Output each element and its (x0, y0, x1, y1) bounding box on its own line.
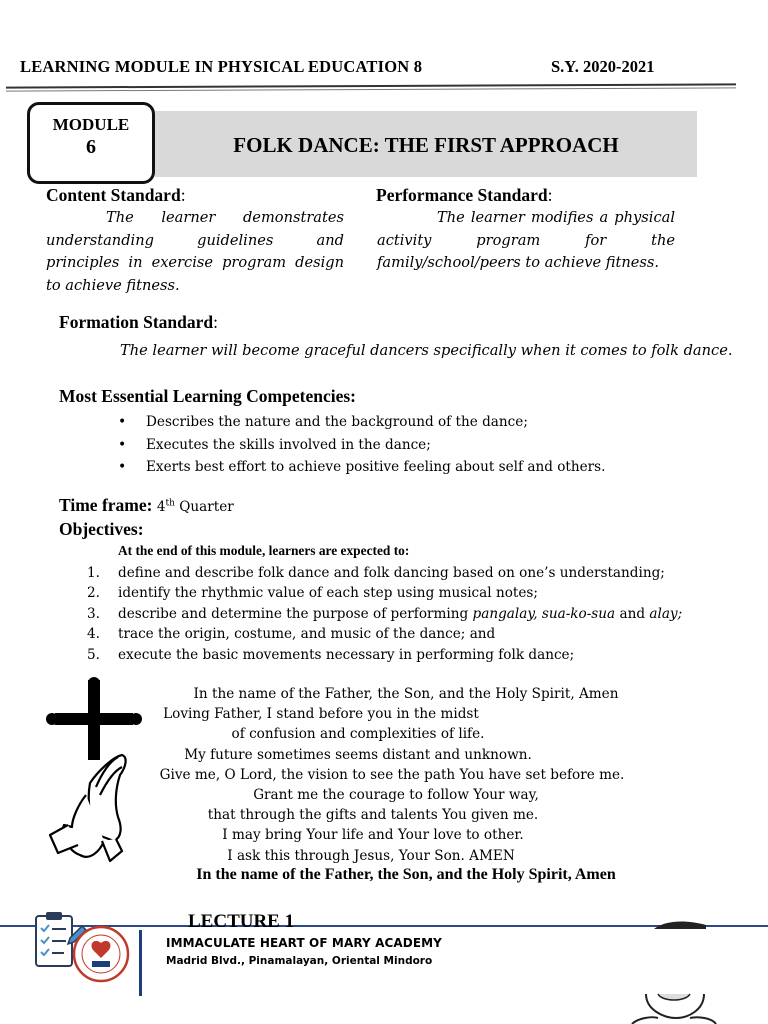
dance-name: alay; (649, 605, 683, 622)
list-item: • Executes the skills involved in the dance; (118, 434, 605, 457)
objective-item (87, 583, 682, 603)
school-address: Madrid Blvd., Pinamalayan, Oriental Mindoro (166, 955, 433, 967)
colon: : (547, 185, 553, 205)
prayer-line: I ask this through Jesus, Your Son. AMEN (227, 847, 515, 864)
item-text: trace the origin, costume, and music of the dance; and (118, 626, 496, 643)
item-text: describe and determine the purpose of performing (118, 605, 473, 622)
school-seal-logo (72, 925, 130, 983)
ordinal-suffix: th (165, 498, 175, 509)
list-item: • Exerts best effort to achieve positive feeling about self and others. (118, 456, 605, 479)
school-name: IMMACULATE HEART OF MARY ACADEMY (166, 936, 442, 950)
cartoon-figure-icon (628, 992, 718, 1024)
objective-item (87, 604, 682, 624)
module-badge (27, 102, 155, 184)
formation-standard-text: The learner will become graceful dancers specifically when it comes to folk dance. (120, 342, 733, 359)
item-number: 5. (87, 646, 100, 663)
lecture-label: LECTURE 1 (188, 911, 295, 932)
module-series-title: LEARNING MODULE IN PHYSICAL EDUCATION 8 (20, 57, 423, 76)
objectives-heading: Objectives: (59, 519, 144, 539)
objective-item (87, 563, 682, 583)
formation-standard-label: Formation Standard (59, 312, 214, 332)
quarter-label: Quarter (174, 499, 234, 515)
content-standard-heading (46, 185, 186, 206)
item-text: execute the basic movements necessary in performing folk dance; (118, 646, 575, 663)
module-title: FOLK DANCE: THE FIRST APPROACH (233, 133, 619, 157)
prayer-line: Loving Father, I stand before you in the midst (163, 706, 479, 723)
dance-names: pangalay, sua-ko-sua (472, 605, 616, 622)
footer-divider (139, 930, 142, 996)
hat-icon (650, 915, 710, 933)
item-number: 1. (87, 565, 100, 581)
prayer-line: that through the gifts and talents You given me. (207, 807, 539, 824)
objectives-list (87, 563, 682, 665)
prayer-line: Give me, O Lord, the vision to see the path You have set before me. (159, 766, 625, 783)
prayer-closing: In the name of the Father, the Son, and the Holy Spirit, Amen (196, 866, 616, 883)
school-year: S.Y. 2020-2021 (551, 57, 655, 76)
formation-standard-heading (59, 312, 218, 333)
performance-standard-text (377, 207, 675, 275)
performance-standard-label: Performance Standard (376, 185, 548, 205)
performance-standard-body: The learner modifies a physical activity program for the family/school/peers to achieve fitness. (377, 209, 675, 271)
time-frame-label: Time frame: (59, 495, 153, 515)
prayer-line: Grant me the courage to follow Your way, (253, 786, 539, 803)
time-frame (59, 495, 234, 516)
module-number: 6 (86, 136, 96, 158)
performance-standard-heading (376, 185, 552, 206)
content-standard-body: The learner demonstrates understanding guidelines and principles in exercise program design to achieve fitness. (46, 209, 344, 294)
quarter-number: 4 (156, 499, 166, 515)
objective-item (87, 624, 682, 644)
module-label: MODULE (52, 115, 130, 134)
prayer-line: My future sometimes seems distant and unknown. (184, 746, 532, 763)
list-item: • Describes the nature and the background of the dance; (118, 411, 605, 434)
item-number: 2. (87, 585, 100, 602)
item-text: and (615, 605, 650, 622)
prayer-line: I may bring Your life and Your love to other. (222, 827, 524, 844)
content-standard-text (46, 207, 344, 297)
time-frame-value (157, 499, 234, 515)
objective-item (87, 645, 682, 665)
colon: : (213, 312, 218, 332)
content-standard-label: Content Standard (46, 185, 181, 205)
item-text: define and describe folk dance and folk dancing based on one’s understanding; (118, 565, 665, 581)
prayer-line: In the name of the Father, the Son, and the Holy Spirit, Amen (193, 686, 619, 702)
objectives-intro: At the end of this module, learners are expected to: (118, 543, 410, 558)
opening-prayer (150, 684, 662, 866)
prayer-line: of confusion and complexities of life. (231, 726, 485, 743)
item-text: identify the rhythmic value of each step using musical notes; (118, 585, 538, 602)
colon: : (180, 185, 186, 205)
item-number: 4. (87, 626, 100, 643)
melc-heading: Most Essential Learning Competencies: (59, 386, 356, 406)
melc-list (118, 411, 605, 479)
item-number: 3. (87, 605, 100, 622)
